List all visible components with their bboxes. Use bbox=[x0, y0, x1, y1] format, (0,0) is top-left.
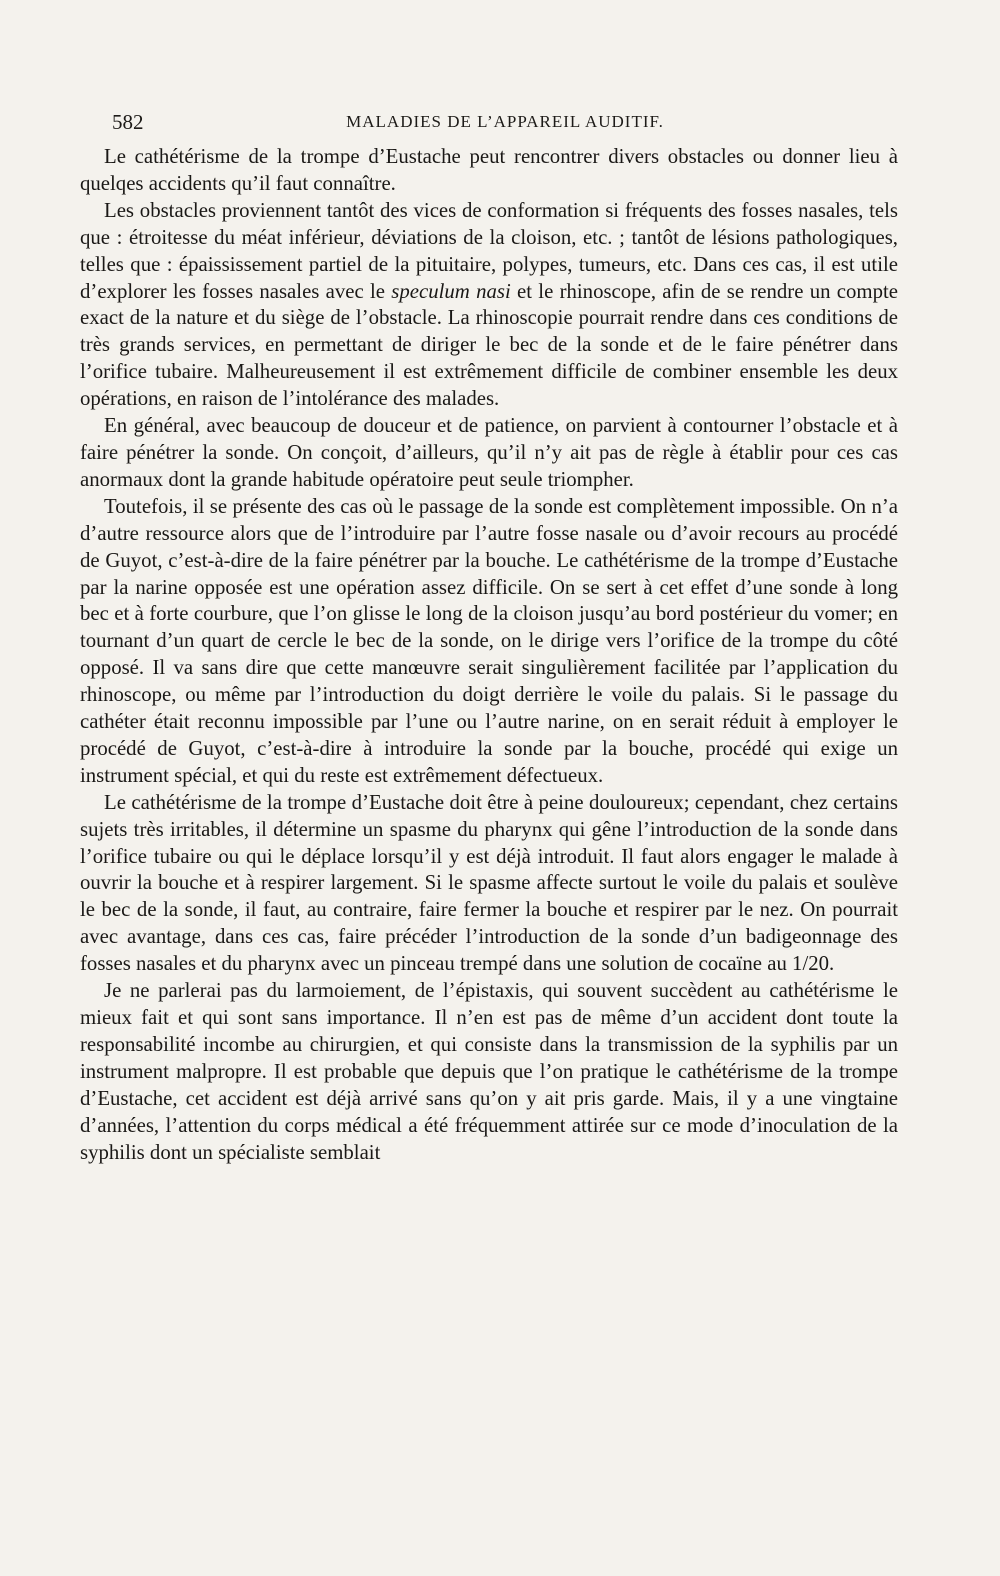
paragraph: En général, avec beaucoup de douceur et de patience, on parvient à contourner l’obstacle et à faire pénétrer la sonde. On conçoit, d’ailleurs, qu’il n’y ait pas de règle à établir pour ces cas anormaux dont la grande habitude opératoire peut seule triompher. bbox=[80, 414, 898, 491]
paragraph: Le cathétérisme de la trompe d’Eustache peut rencontrer divers obstacles ou donner lieu à quelqes accidents qu’il faut connaître. bbox=[80, 145, 898, 195]
italic-term: speculum nasi bbox=[391, 279, 511, 303]
paragraph: Toutefois, il se présente des cas où le passage de la sonde est complètement impossible. On n’a d’autre ressource alors que de l’introduire par l’autre fosse nasale ou d’avoir recours au procédé de Guyot, c’est-à-dire de la faire pénétrer par la bouche. Le cathétérisme de la trompe d’Eustache par la narine opposée est une opération assez difficile. On se sert à cet effet d’une sonde à long bec et à forte courbure, que l’on glisse le long de la cloison jusqu’au bord postérieur du vomer; en tournant d’un quart de cercle le bec de la sonde, on le dirige vers l’orifice de la trompe du côté opposé. Il va sans dire que cette manœuvre serait singulièrement facilitée par l’application du rhinoscope, ou même par l’introduction du doigt derrière le voile du palais. Si le passage du cathéter était reconnu impossible par l’une ou l’autre narine, on en serait réduit à employer le procédé de Guyot, c’est-à-dire à introduire la sonde par la bouche, procédé qui exige un instrument spécial, et qui du reste est extrêmement défectueux. bbox=[80, 494, 898, 787]
paragraph-text: Les obstacles proviennent tantôt des vices de conformation si fréquents des fosses nasales, tels que : étroitesse du méat inférieur, déviations de la cloison, etc. ; tantôt de lésions pathologiques, telles que : épaississement partiel de la pituitaire, polypes, tumeurs, etc. Dans ces cas, il est utile d’explorer les fosses nasales avec le bbox=[80, 198, 898, 303]
page-number: 582 bbox=[112, 110, 144, 134]
paragraph-text: et le rhinoscope, afin de se rendre un compte exact de la nature et du siège de l’obstacle. La rhinoscopie pourrait rendre dans ces conditions de très grands services, en permettant de diriger le bec de la sonde et de le faire pénétrer dans l’orifice tubaire. Malheureusement il est extrêmement difficile de combiner ensemble les deux opérations, en raison de l’intolérance des malades. bbox=[80, 279, 898, 411]
paragraph: Je ne parlerai pas du larmoiement, de l’épistaxis, qui souvent succèdent au cathétérisme le mieux fait et qui sont sans importance. Il n’en est pas de même d’un accident dont toute la responsabilité incombe au chirurgien, et qui consiste dans la transmission de la syphilis par un instrument malpropre. Il est probable que depuis que l’on pratique le cathétérisme de la trompe d’Eustache, cet accident est déjà arrivé sans qu’on y ait pris garde. Mais, il y a une vingtaine d’années, l’attention du corps médical a été fréquemment attirée sur ce mode d’inoculation de la syphilis dont un spécialiste semblait bbox=[80, 979, 898, 1164]
running-title: MALADIES DE L’APPAREIL AUDITIF. bbox=[346, 112, 664, 131]
paragraph: Le cathétérisme de la trompe d’Eustache doit être à peine douloureux; cependant, chez certains sujets très irritables, il détermine un spasme du pharynx qui gêne l’introduction de la sonde dans l’orifice tubaire ou qui le déplace lorsqu’il y est déjà introduit. Il faut alors engager le malade à ouvrir la bouche et à respirer largement. Si le spasme affecte surtout le voile du palais et soulève le bec de la sonde, il faut, au contraire, faire fermer la bouche et respirer par le nez. On pourrait avec avantage, dans ces cas, faire précéder l’introduction de la sonde d’un badigeonnage des fosses nasales et du pharynx avec un pinceau trempé dans une solution de cocaïne au 1/20. bbox=[80, 790, 898, 976]
running-head bbox=[112, 110, 898, 140]
paragraph bbox=[80, 198, 898, 413]
body-text bbox=[80, 144, 898, 1166]
